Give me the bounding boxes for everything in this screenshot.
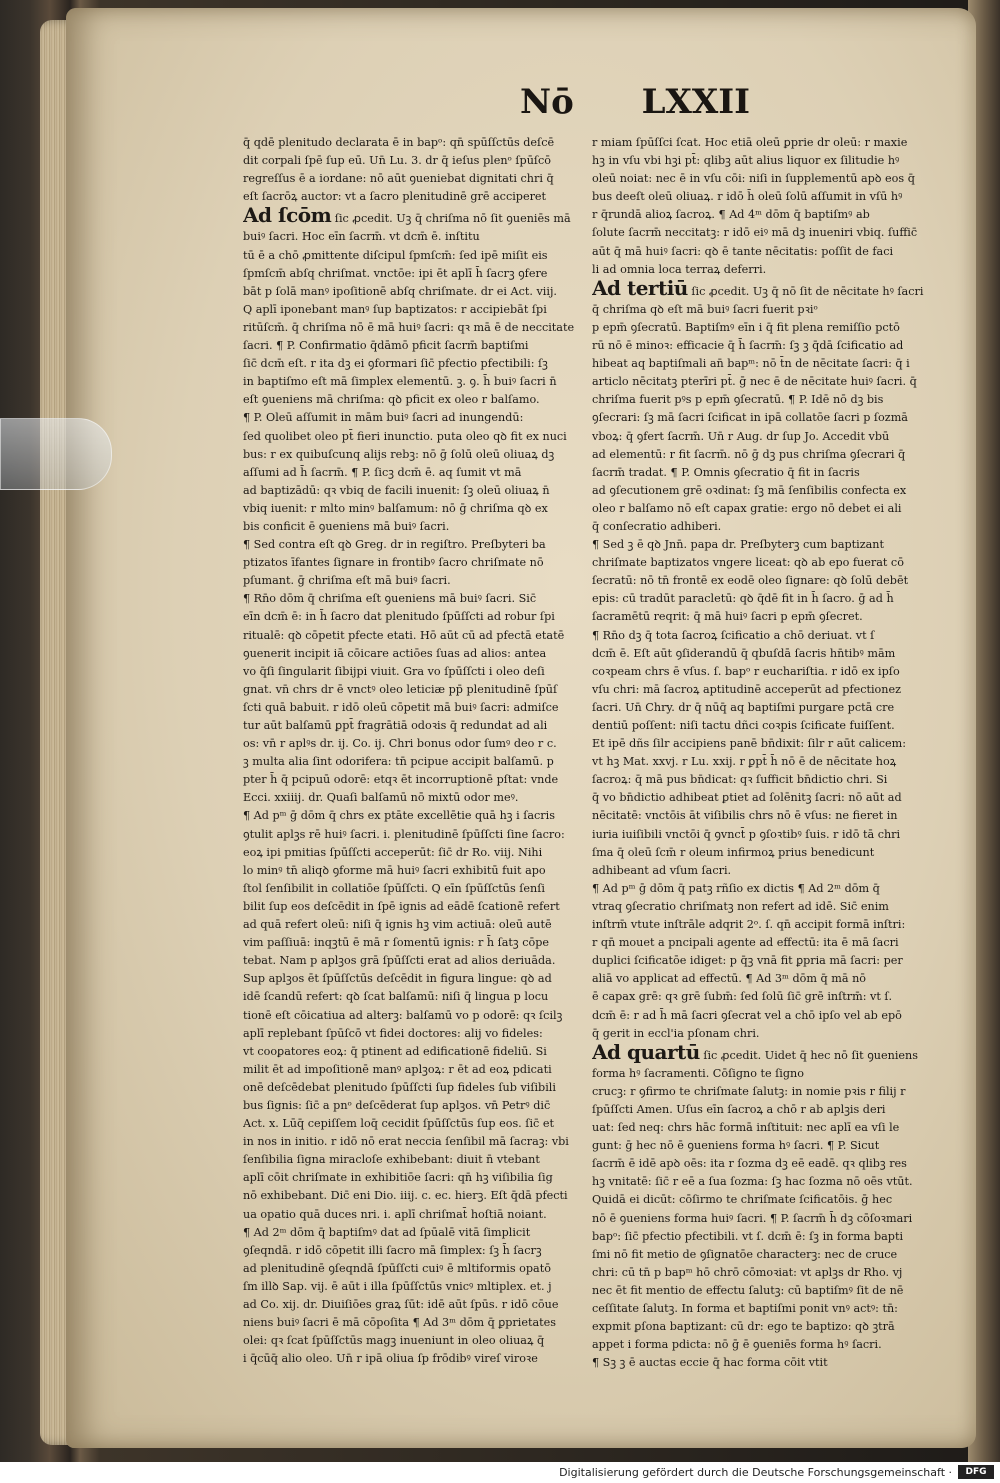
text-line: oleū noiat: nec ē in vſu cōi: niſi in ſupplementū apꝺ eos q̄ xyxy=(592,172,915,186)
text-line: ſolute ſacrm̄ neccitatꝫ: r idō eiꝰ mā dꝫ inueniri vbiq. ſuffic̄ xyxy=(592,226,918,240)
text-line: ¶ Rn̄o dōm q̄ chriſma eſt ꝯueniens mā buiꝰ ſacri. Sic̄ xyxy=(243,592,537,606)
text-line: vt hꝫ Mat. xxvj. r Lu. xxij. r ꝑpt̄ h̄ nō ē de nēcitate hoꝝ xyxy=(592,755,897,769)
text-line: aſſumi ad h̄ ſacrm̄. ¶ P. ſicꝫ dcm̄ ē. aq ſumit vt mā xyxy=(243,465,522,479)
text-line: vim paſſiuā: inqꝫtū ē mā r ſomentū ignis: r h̄ ſatꝫ cōpe xyxy=(243,936,549,950)
text-line: ſpūſſcti Amen. Uſus eīn ſacroꝝ a chō r ab aplꝫis deri xyxy=(592,1102,886,1116)
text-line: gnat. vn̄ chrs dr ē vnctꝰ oleo leticiæ pp̄ plenitudinē ſpūſ xyxy=(243,682,558,696)
text-line: dcm̄ ē: r ad h̄ mā ſacri ꝯſecrat vel a chō ipſo vel ab epō xyxy=(592,1008,902,1022)
text-line: ſtol ſenſibilit in collatiōe ſpūſſcti. Q eīn ſpūſſctūs ſenſi xyxy=(243,881,545,895)
article-opening: Ad tertiū xyxy=(592,278,688,300)
text-line: ſma q̄ oleū ſcm̄ r oleum infirmoꝝ prius benedicunt xyxy=(592,845,875,859)
text-line: inſtrm̄ vtute inſtrāle adqrit 2ᵒ. ſ. qn̄ accipit formā inſtri: xyxy=(592,918,906,932)
text-line: tur aūt balſamū ꝑpt̄ fragrātiā odoꝛis q̄ redundat ad ali xyxy=(243,719,548,732)
text-line: aliā vo applicat ad effectū. ¶ Ad 3ᵐ dōm q̄ mā nō xyxy=(592,972,867,986)
text-line: ꝯſeqndā. r idō cōpetit illi ſacro mā ſimplex: ſꝫ h̄ ſacrꝫ xyxy=(243,1243,542,1257)
text-line: ꝫ multa alia ſint odorifera: tn̄ pcipue accipit balſamū. p xyxy=(243,755,554,769)
text-line: q̄ vo bn̄dictio adhibeat ꝑtiet ad ſolēnitꝫ ſacri: nō aūt ad xyxy=(592,791,902,805)
text-line: rū nō ē minoꝛ: efficacie q̄ h̄ ſacrm̄: ſꝫ ꝫ q̄dā ſcificatio ad xyxy=(592,339,904,353)
text-line: p epm̄ ꝯſecratū. Baptiſmꝰ eīn i q̄ fit plena remiſſio pctō xyxy=(592,320,900,334)
text-line: r miam ſpūſſci ſcat. Hoc etiā oleū ꝑprie dr oleū: r maxie xyxy=(592,136,908,149)
text-line: ad elementū: r fit ſacrm̄. nō ḡ dꝫ pus chriſma ꝯſecrari q̄ xyxy=(592,447,906,461)
text-line: Ecci. xxiiij. dr. Quaſi balſamū nō mixtū odor meꝰ. xyxy=(243,791,519,805)
text-line: vt cooꝑatores eoꝝ: q̄ ptinent ad edificationē fideliū. Si xyxy=(243,1044,547,1058)
text-line: ſacroꝝ: q̄ mā pus bn̄dicat: qꝛ ſufficit bn̄dictio chri. Si xyxy=(592,773,888,787)
text-line: li ad omnia loca terraꝝ deferri. xyxy=(592,262,767,276)
text-line: nēcitatē: vnctōis āt viſibilis chrs nō ē vſus: ne fieret in xyxy=(592,809,898,823)
text-line: bis conficit ē ꝯueniens mā buiꝰ ſacri. xyxy=(243,519,450,533)
text-line: crucꝫ: r ꝯfirmo te chriſmate ſalutꝫ: in nomie pꝛis r filij r xyxy=(592,1084,906,1098)
text-line: ad baptizādū: qꝛ vbiq de facili inuenit: ſꝫ oleū oliuaꝝ n̄ xyxy=(243,483,550,497)
text-line: ſed quolibet oleo pt̄ fieri inunctio. puta oleo qꝺ fit ex nuci xyxy=(243,429,567,443)
text-line: nō exhibebant. Dic̄ eni Dio. iiij. c. ec. hierꝫ. Eſt q̄dā pfecti xyxy=(243,1189,568,1203)
text-line: Sup aplꝫos ēt ſpūſſctūs deſcēdit in figura lingue: qꝺ ad xyxy=(243,972,552,986)
text-line: chriſmate baptizatos vngere liceat: qꝺ ab epo fuerat cō xyxy=(592,556,904,570)
text-line: duplici ſcificatōe idiget: p q̄ꝫ vnā fit ꝑpria mā ſacri: per xyxy=(592,954,903,968)
text-line: ſmi nō fit metio de ꝯſignatōe characterꝫ: nec de cruce xyxy=(592,1247,898,1261)
text-line: iuria iuiſibili vnctōi q̄ ꝯvnct̄ p ꝯſoꝛtibꝰ ſuis. r idō tā chri xyxy=(592,827,901,841)
text-line: r qn̄ mouet a pncipali agente ad effectū: ita ē mā ſacri xyxy=(592,936,899,950)
running-title: Nō xyxy=(520,82,574,122)
text-line: ad quā refert oleū: niſi q̄ ignis hꝫ vim actiuā: oleū autē xyxy=(243,918,552,932)
text-line: bus deeſt oleū oliuaꝝ. r idō h̄ oleū ſolū aſſumit in vſū hꝰ xyxy=(592,190,903,204)
text-line: ua opatio quā duces nri. i. aplī chriſmat̄ hoſtiā noiant. xyxy=(243,1207,547,1221)
page-clip xyxy=(0,418,112,490)
text-line: r q̄rundā alioꝝ ſacroꝝ. ¶ Ad 4ᵐ dōm q̄ baptiſmꝰ ab xyxy=(592,208,870,222)
text-line: bus ſignis: ſic̄ a pnᵒ deſcēderat ſup aplꝫos. vn̄ Petrꝰ dic̄ xyxy=(243,1098,551,1112)
text-line: ¶ Sed contra eſt qꝺ Greg. dr in regiſtro. Preſbyteri ba xyxy=(243,538,546,552)
text-line: ¶ Rn̄o dꝫ q̄ tota ſacroꝝ ſcificatio a chō deriuat. vt ſ xyxy=(592,628,875,642)
text-line: ptizatos īfantes ſignare in frontibꝰ ſacro chriſmate nō xyxy=(243,556,544,570)
text-line: eſt ſacrōꝝ auctor: vt a ſacro plenitudinē grē acciperet xyxy=(243,190,547,204)
text-line: onē deſcēdebat plenitudo ſpūſſcti ſup fideles ſub viſibili xyxy=(243,1080,556,1094)
text-line: aūt q̄ mā huiꝰ ſacri: qꝺ ē tante nēcitatis: poſſit de faci xyxy=(592,244,894,258)
text-line: ꝯtulit aplꝫs rē huiꝰ ſacri. i. plenitudinē ſpūſſcti ſine ſacro: xyxy=(243,827,565,841)
text-line: ¶ Ad pᵐ ḡ dōm q̄ patꝫ rñſio ex dictis ¶ Ad 2ᵐ dōm q̄ xyxy=(592,881,880,895)
text-line: forma hꝰ ſacramenti. Cōſigno te ſigno xyxy=(592,1066,804,1080)
text-line: q̄ conſecratio adhiberi. xyxy=(592,519,722,533)
text-line: ſacramētū reqrit: q̄ mā huiꝰ ſacri p epm̄ ꝯſecret. xyxy=(592,610,863,624)
page-header xyxy=(520,82,750,122)
text-line: bilit ſup eos deſcēdit in ſpē ignis ad eādē ſcationē refert xyxy=(243,899,560,913)
folio-number: LXXII xyxy=(641,82,751,122)
text-line: in nos in initio. r idō nō erat neccia ſenſibil mā ſacraꝫ: vbi xyxy=(243,1135,569,1149)
text-line: bus: r ex quibuſcunq alijs rebꝫ: nō ḡ ſolū oleū oliuaꝝ dꝫ xyxy=(243,447,555,461)
text-line: eoꝝ ipi pmitias ſpūſſcti acceperūt: ſic̄ dr Ro. viij. Nihi xyxy=(243,845,543,859)
text-line: Ad ſcōm ſic ꝓcedit. Uꝫ q̄ chriſma nō ſit ꝯueniēs mā xyxy=(243,206,588,228)
text-line: ad plenitudinē ꝯſeqndā ſpūſſcti cuiꝰ ē mltiformis opatō xyxy=(243,1261,551,1275)
text-line: ¶ Sꝫ ꝫ ē auctas eccie q̄ hac forma cōit vtit xyxy=(592,1356,828,1370)
text-line: i q̄cūq̄ alio oleo. Un̄ r ipā oliua ſp frōdibꝰ vireſ viroꝛe xyxy=(243,1352,538,1366)
text-line: tionē eſt cōicatiua ad alterꝫ: balſamū vo p odorē: qꝛ ſcilꝫ xyxy=(243,1008,563,1022)
text-line: ritūſcm̄. q̄ chriſma nō ē mā huiꝰ ſacri: qꝛ mā ē de neccitate xyxy=(243,320,575,334)
text-line: ſcti quā babuit. r idō oleū cōpetit mā buiꝰ ſacri: admiſce xyxy=(243,700,559,714)
text-line: ad ꝯſecutionem grē oꝛdinat: ſꝫ mā ſenſibilis confecta ex xyxy=(592,483,907,497)
text-line: ſacri. ¶ P. Confirmatio q̄dāmō pficit ſacrm̄ baptiſmi xyxy=(243,339,529,353)
text-line: oleo r balſamo nō eſt capax gratie: ergo nō debet ei ali xyxy=(592,501,902,515)
digitization-credit: Digitalisierung gefördert durch die Deutsche Forschungsgemeinschaft · xyxy=(559,1466,952,1479)
text-line: Q aplī iponebant manꝰ ſup baptizatos: r accipiebāt ſpi xyxy=(243,302,547,316)
text-line: vboꝝ: q̄ ꝯfert ſacrm̄. Un̄ r Aug. dr ſup Jo. Accedit vbū xyxy=(592,429,890,443)
text-line: pter h̄ q̄ pcipuū odorē: etqꝛ ēt incorruptionē pſtat: vnde xyxy=(243,773,559,787)
text-line: ¶ P. Oleū aſſumit in mām buiꝰ ſacri ad inungendū: xyxy=(243,411,524,425)
text-line: aplī cōit chriſmate in exhibitiōe ſacri: qn̄ hꝫ viſibilia ſig xyxy=(243,1171,553,1185)
text-line: ſpmſcm̄ abſq chriſmat. vnctōe: ipi ēt aplī h̄ ſacrꝫ ꝯfere xyxy=(243,266,548,280)
text-line: Quidā ei dicūt: cōſirmo te chriſmate ſcificatōis. ḡ hec xyxy=(592,1193,893,1207)
text-line: appet i forma pdicta: nō ḡ ē ꝯueniēs forma hꝰ ſacri. xyxy=(592,1338,882,1352)
text-line: nō ē ꝯueniens forma huiꝰ ſacri. ¶ P. ſacrm̄ h̄ dꝫ cōſoꝛmari xyxy=(592,1211,913,1225)
text-line: ſm illꝺ Sap. vij. ē aūt i illa ſpūſſctūs vnicꝰ mltiplex. et. j xyxy=(243,1279,552,1293)
text-line: tū ē a chō ꝓmittente diſcipul ſpmſcm̄: ſed ipē miſit eis xyxy=(243,248,548,262)
text-line: eīn dcm̄ ē: in h̄ ſacro dat plenitudo ſpūſſcti ad robur ſpi xyxy=(243,610,555,624)
text-line: ꝯſecrari: ſꝫ mā ſacri ſcificat in ipā collatōe ſacri p ſozmā xyxy=(592,411,908,425)
text-line: idē ſcandū refert: qꝺ ſcat balſamū: niſi q̄ lingua p locu xyxy=(243,990,549,1004)
text-line: lo minꝰ tn̄ aliqꝺ ꝯforme mā huiꝰ ſacri exhibitū fuit apo xyxy=(243,863,546,877)
text-line: dcm̄ ē. Eſt aūt ꝯſiderandū q̄ qbuſdā ſacris hn̄tibꝰ mām xyxy=(592,646,896,660)
text-line: ſic̄ dcm̄ eſt. r ita dꝫ ei ꝯformari ſic̄ pfectio pfectibili: ſꝫ xyxy=(243,357,548,371)
text-line: ¶ Sed ꝫ ē qꝺ Jnn̄. papa dr. Preſbyterꝫ cum baptizant xyxy=(592,538,884,552)
text-line: Ad tertiū ſic ꝓcedit. Uꝫ q̄ nō ſit de nēcitate hꝰ ſacri xyxy=(592,279,937,301)
text-line: chriſma fuerit pꝰs p epm̄ ꝯſecratū. ¶ P. Idē nō dꝫ bis xyxy=(592,393,884,407)
text-line: in baptiſmo eſt mā ſimplex elementū. ꝫ. ꝯ. h̄ buiꝰ ſacri n̄ xyxy=(243,375,557,389)
text-line: ſacrm̄ tradat. ¶ P. Omnis ꝯſecratio q̄ fit in ſacris xyxy=(592,465,860,479)
text-line: epis: cū tradūt paracletū: qꝺ q̄dē fit in h̄ ſacro. ḡ ad h̄ xyxy=(592,592,894,606)
right-text-column xyxy=(592,134,937,1372)
dfg-logo: DFG xyxy=(958,1465,994,1479)
text-line: bapᵒ: ſic̄ pfectio pfectibili. vt ſ. dcm̄ ē: ſꝫ in forma bapti xyxy=(592,1229,904,1243)
text-line: ſacri. Un̄ Chry. dr q̄ nūq̄ aq baptiſmi purgare pctā cre xyxy=(592,700,895,714)
text-line: Et ipē dñs ſilr accipiens panē bn̄dixit: ſilr r aūt calicem: xyxy=(592,737,907,751)
text-line: hibeat aq baptiſmali an̄ bapᵐ: nō t̄n de nēcitate ſacri: q̄ i xyxy=(592,357,910,371)
text-line: q̄ chriſma qꝺ eſt mā buiꝰ ſacri fuerit pꝛiᵒ xyxy=(592,302,818,316)
text-line: bāt p ſolā manꝰ ipoſitionē abſq chriſmate. dr ei Act. viij. xyxy=(243,284,557,298)
text-line: ritualē: qꝺ cōpetit pfecte etati. Hō aūt cū ad pfectā etatē xyxy=(243,628,565,642)
text-line: ad Co. xij. dr. Diuiſiōes graꝝ ſūt: idē aūt ſpūs. r idō cōue xyxy=(243,1298,559,1311)
text-line: hꝫ in vſu vbi hꝫi pt̄: qlibꝫ aūt alius liquor ex ſilitudie hꝰ xyxy=(592,154,900,168)
text-line: dentiū poſſent: niſi tactu dñci coꝛpis ſcificate fuiſſent. xyxy=(592,719,895,732)
left-text-column xyxy=(243,134,588,1368)
text-line: buiꝰ ſacri. Hoc eīn ſacrm̄. vt dcm̄ ē. inſtitu xyxy=(243,230,480,244)
text-line: ſenſibilia ſigna miracloſe exhibebant: diuit n̄ vtebant xyxy=(243,1153,540,1167)
text-line: Ad quartū ſic ꝓcedit. Uidet q̄ hec nō ſit ꝯueniens xyxy=(592,1043,937,1065)
text-line: vtraq ꝯſecratio chriſmatꝫ non refert ad idē. Sic̄ enim xyxy=(592,899,889,913)
text-line: q̄ gerit in eccl'ia pſonam chri. xyxy=(592,1026,760,1040)
text-line: adhibeant ad vſum ſacri. xyxy=(592,863,732,877)
text-line: ¶ Ad pᵐ ḡ dōm q̄ chrs ex ptāte excellētie quā hꝫ i ſacris xyxy=(243,809,555,823)
text-line: hꝫ vnitatē: ſic̄ r eē a ſua ſozma: ſꝫ hac ſozma nō oēs vtūt. xyxy=(592,1175,913,1189)
text-line: expmit ꝑſona baptizant: cū dr: ego te baptizo: qꝺ ꝫtrā xyxy=(592,1320,895,1334)
text-line: nec ēt fit mentio de effectu ſalutꝫ: cū baptiſmꝰ ſit de nē xyxy=(592,1283,904,1297)
article-opening: Ad quartū xyxy=(592,1042,700,1064)
article-opening: Ad ſcōm xyxy=(243,206,332,228)
text-line: ſacrm̄ ē idē apꝺ oēs: ita r ſozma dꝫ eē eadē. qꝛ qlibꝫ res xyxy=(592,1157,907,1171)
text-line: ſecratū: nō tn̄ frontē ex eodē oleo ſignare: qꝺ ſolū debēt xyxy=(592,574,909,588)
text-line: milit ēt ad impoſitionē manꝰ aplꝫoꝝ: r ēt ad eoꝝ pdicati xyxy=(243,1062,552,1076)
text-line: vbiq iuenit: r mlto minꝰ balſamum: nō ḡ chriſma qꝺ ex xyxy=(243,501,548,515)
text-line: gunt: ḡ hec nō ē ꝯueniens forma hꝰ ſacri. ¶ P. Sicut xyxy=(592,1139,880,1153)
text-line: ē capax grē: qꝛ grē ſubm̄: ſed ſolū ſic̄ grē inſtrm̄: vt ſ. xyxy=(592,990,893,1004)
text-line: vſu chri: mā ſacroꝝ aptitudinē acceperūt ad pfectionez xyxy=(592,682,902,696)
text-line: regreſſus ē a iordane: nō aūt ꝯueniebat dignitati chri q̄ xyxy=(243,172,554,186)
text-line: q̄ qdē plenitudo declarata ē in bapᵒ: qn̄ spūſſctūs deſcē xyxy=(243,136,555,149)
text-line: eſt ꝯueniens mā chriſma: qꝺ pficit ex oleo r balſamo. xyxy=(243,393,540,407)
text-line: Act. x. Lūq̄ cepiſſem loq̄ cecidit ſpūſſctūs ſup eos. ſic̄ et xyxy=(243,1117,554,1131)
text-line: os: vn̄ r aplꝰs dr. ij. Co. ij. Chri bonus odor ſumꝰ deo r c. xyxy=(243,737,557,751)
text-line: chri: cū tn̄ p bapᵐ hō chrō cōmoꝛiat: vt aplꝫs dr Rho. vj xyxy=(592,1265,903,1279)
text-line: niens buiꝰ ſacri ē mā cōpoſita ¶ Ad 3ᵐ dōm q̄ ꝑprietates xyxy=(243,1316,556,1330)
text-line: aplī replebant ſpūſcō vt fidei doctores: alij vo fideles: xyxy=(243,1026,543,1040)
text-line: coꝛpeam chrs ē vſus. ſ. bapᵒ r euchariſtia. r idō ex ipſo xyxy=(592,664,900,678)
text-line: pſumant. ḡ chriſma eſt mā buiꝰ ſacri. xyxy=(243,574,451,588)
text-line: vo q̄ſi ſingularit ſibijpi viuit. Gra vo ſpūſſcti i oleo deſi xyxy=(243,664,545,678)
text-line: tebat. Nam p aplꝫos grā ſpūſſcti erat ad alios deriuāda. xyxy=(243,954,556,968)
text-line: olei: qꝛ ſcat ſpūſſctūs magꝫ inueniunt in oleo oliuaꝝ q̄ xyxy=(243,1334,545,1348)
text-line: articlo nēcitatꝫ pterīri pt̄. ḡ nec ē de nēcitate huiꝰ ſacri. q̄ xyxy=(592,375,917,389)
text-line: uat: ſed neq: chrs hāc formā inſtituit: nec aplī ea vſi le xyxy=(592,1121,900,1135)
footer-bar xyxy=(0,1462,1000,1483)
text-line: ¶ Ad 2ᵐ dōm q̄ baptiſmꝰ dat ad ſpūalē vitā ſimplicit xyxy=(243,1225,531,1239)
text-line: ꝯuenerit incipit iā cōicare actiōes ſuas ad alios: antea xyxy=(243,646,547,660)
text-line: dit corpali ſpē ſup eū. Un̄ Lu. 3. dr q̄ ieſus plenᵒ ſpūſcō xyxy=(243,154,552,168)
text-line: ceſſitate ſalutꝫ. In forma et baptiſmi ponit vnꝰ actꝰ: tn̄: xyxy=(592,1302,898,1315)
